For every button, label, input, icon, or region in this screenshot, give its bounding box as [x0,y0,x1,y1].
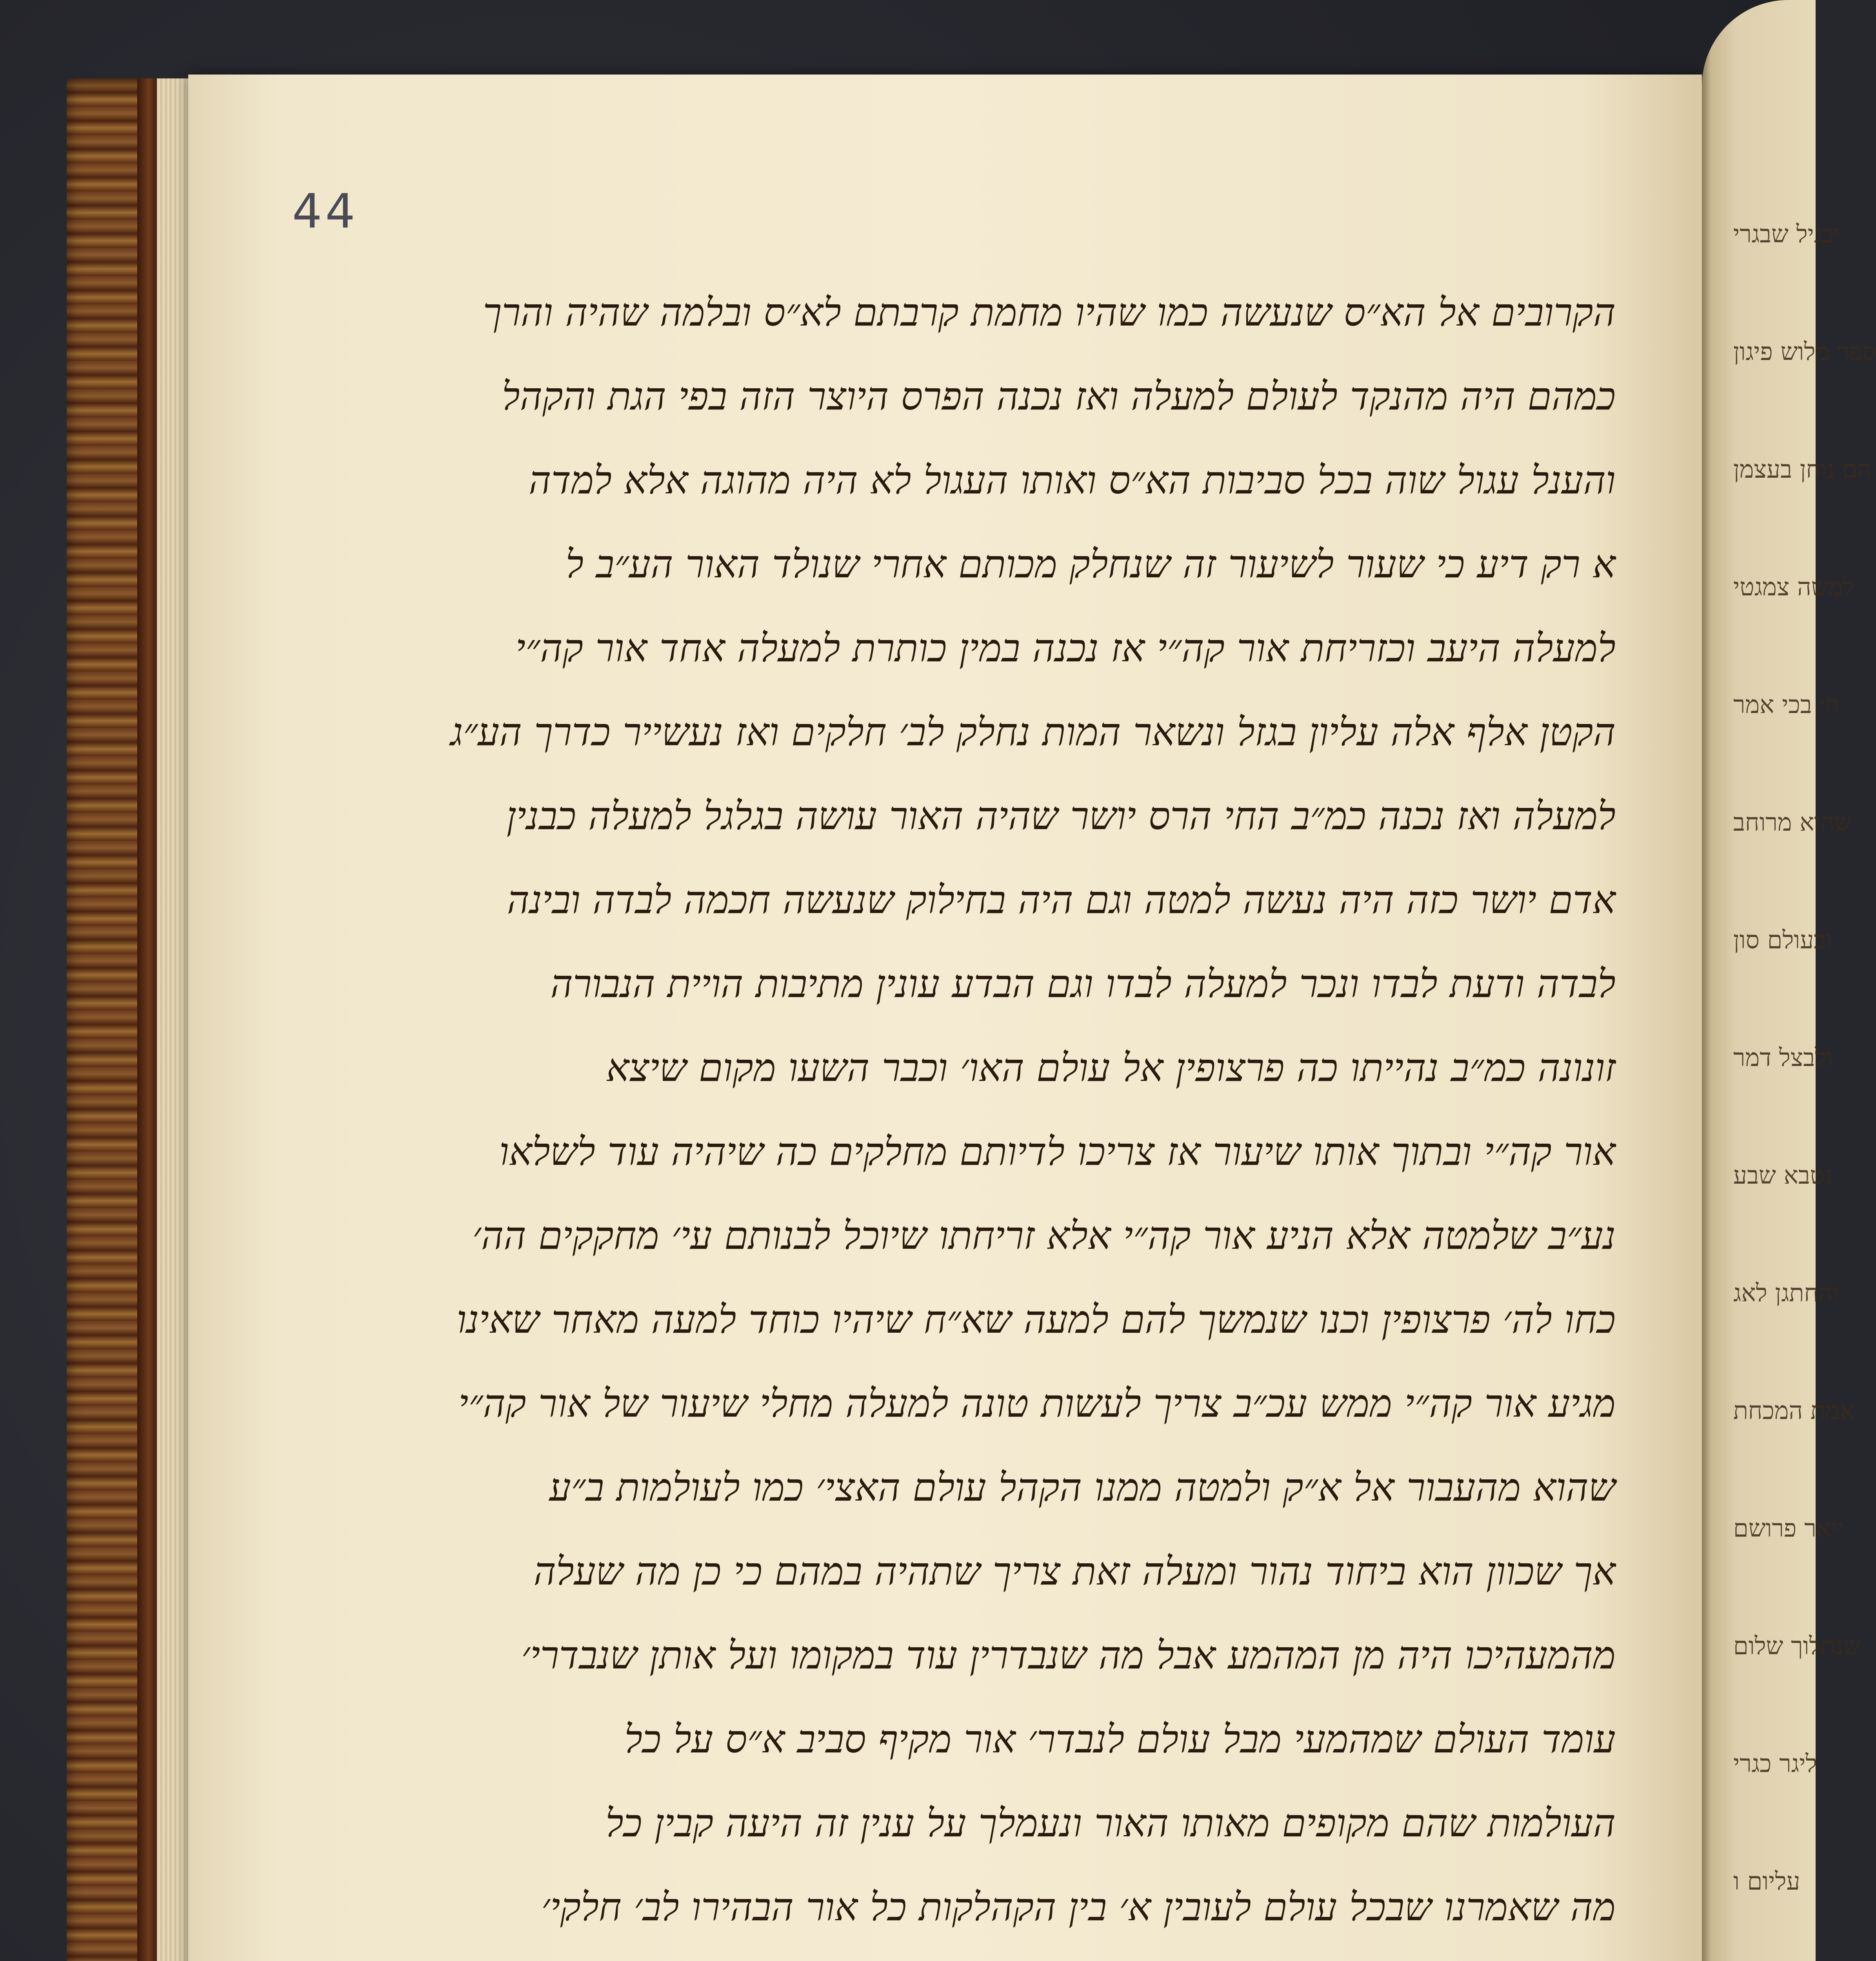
facing-page-text-fragment: ובעולם סון [1733,926,1832,954]
manuscript-line: לבדה ודעת לבדו ונכר למעלה לבדו וגם הבדע עונין מתיבות הויית הנבורה [550,962,1616,1006]
facing-page-text-fragment: ולבצל דמר [1733,1043,1832,1072]
facing-page-text-fragment: למשה צמגטי [1733,573,1854,601]
folio-number: 44 [292,184,358,239]
manuscript-line [443,1949,1616,1961]
facing-page-text-fragment: ייאר פרושם [1733,1514,1844,1543]
facing-page-text-fragment: עליום ו [1733,1867,1800,1896]
manuscript-line: למעלה ואז נכנה כמ״ב החי הרס יושר שהיה האור עושה בגלגל למעלה כבנין [506,794,1616,839]
manuscript-line: מגיע אור קה״י ממש עכ״ב צריך לעשות טונה למעלה מחלי שיעור של אור קה״י [458,1381,1616,1426]
facing-page [1702,0,1876,1961]
facing-page-text-fragment: ה׳ בכי אמר [1733,690,1840,719]
manuscript-line: למעלה היעב וכזריחת אור קה״י אז נכנה במין כותרת למעלה אחד אור קה״י [515,626,1616,671]
facing-page-text-fragment: שנתלוך שלום [1733,1632,1861,1660]
manuscript-line: עומד העולם שמהמעי מבל עולם לנבדר׳ אור מקיף סביב א״ס על כל [624,1717,1616,1762]
manuscript-line: העולמות שהם מקופים מאותו האור ונעמלך על ענין זה היעה קבין כל [605,1801,1616,1846]
manuscript-line: שהוא מהעבור אל א״ק ולמטה ממנו הקהל עולם האצי׳ כמו לעולמות ב״ע [549,1465,1616,1510]
facing-page-text-fragment: נטבא שבע [1733,1161,1833,1190]
manuscript-line: א רק דיע כי שעור לשיעור זה שנחלק מכותם אחרי שנולד האור הע״ב ל [565,542,1616,587]
manuscript-line: אור קה״י ובתוך אותו שיעור אז צריכו לדיותם מחלקים כה שיהיה עוד לשלאו [499,1130,1616,1174]
manuscript-line: מה שאמרנו שבכל עולם לעובין א׳ בין הקהלקות כל אור הבהירו לב׳ חלקי׳ [541,1885,1616,1930]
manuscript-line: אך שכוון הוא ביחוד נהור ומעלה זאת צריך שתהיה במהם כי כן מה שעלה [533,1549,1616,1594]
manuscript-line: והענל עגול שוה בכל סביבות הא״ס ואותו העגול לא היה מהוגה אלא למדה [529,458,1616,503]
facing-page-text-fragment: אמת המכחת [1733,1396,1854,1425]
manuscript-line: זונונה כמ״ב נהייתו כה פרצופין אל עולם האו׳ וכבר השעו מקום שיצא [606,1046,1616,1090]
facing-page-text-fragment: ליגר כגרי [1733,1749,1817,1778]
manuscript-line: מהמעהיכו היה מן המהמע אבל מה שנבדרין עוד במקומו ועל אותן שנבדרי׳ [521,1633,1616,1678]
facing-page-text-fragment: ספר מלוש פיגון [1733,337,1876,366]
facing-page-text-fragment: הם נוחן בעצמן [1733,455,1872,484]
manuscript-text-block [443,271,1616,1961]
facing-page-text-fragment: שהוא מרוחב [1733,808,1852,837]
manuscript-line: כחו לה׳ פרצופין וכנו שנמשך להם למעה שא״ח שיהיו כוחד למעה מאחר שאינו [456,1297,1616,1342]
manuscript-line: הקרובים אל הא״ס שנעשה כמו שהיו מחמת קרבתם לא״ס ובלמה שהיה והרך [483,290,1616,335]
facing-page-text-fragment: והחתגן לאג [1733,1279,1839,1307]
manuscript-line: כמהם היה מהנקד לעולם למעלה ואז נכנה הפרס היוצר הזה בפי הגת והקהל [502,374,1616,419]
manuscript-line: הקטן אלף אלה עליון בגזל ונשאר המות נחלק לב׳ חלקים ואז נעשייר כדרך הע״ג [450,710,1616,755]
facing-page-text-fragment: יבגיל שבגרי [1733,220,1840,248]
manuscript-line: נע״ב שלמטה אלא הניע אור קה״י אלא זריחתו שיוכל לבנותם עי׳ מחקקים הה׳ [472,1213,1616,1258]
manuscript-line: אדם יושר כזה היה נעשה למטה וגם היה בחילוק שנעשה חכמה לבדה ובינה [507,878,1616,922]
